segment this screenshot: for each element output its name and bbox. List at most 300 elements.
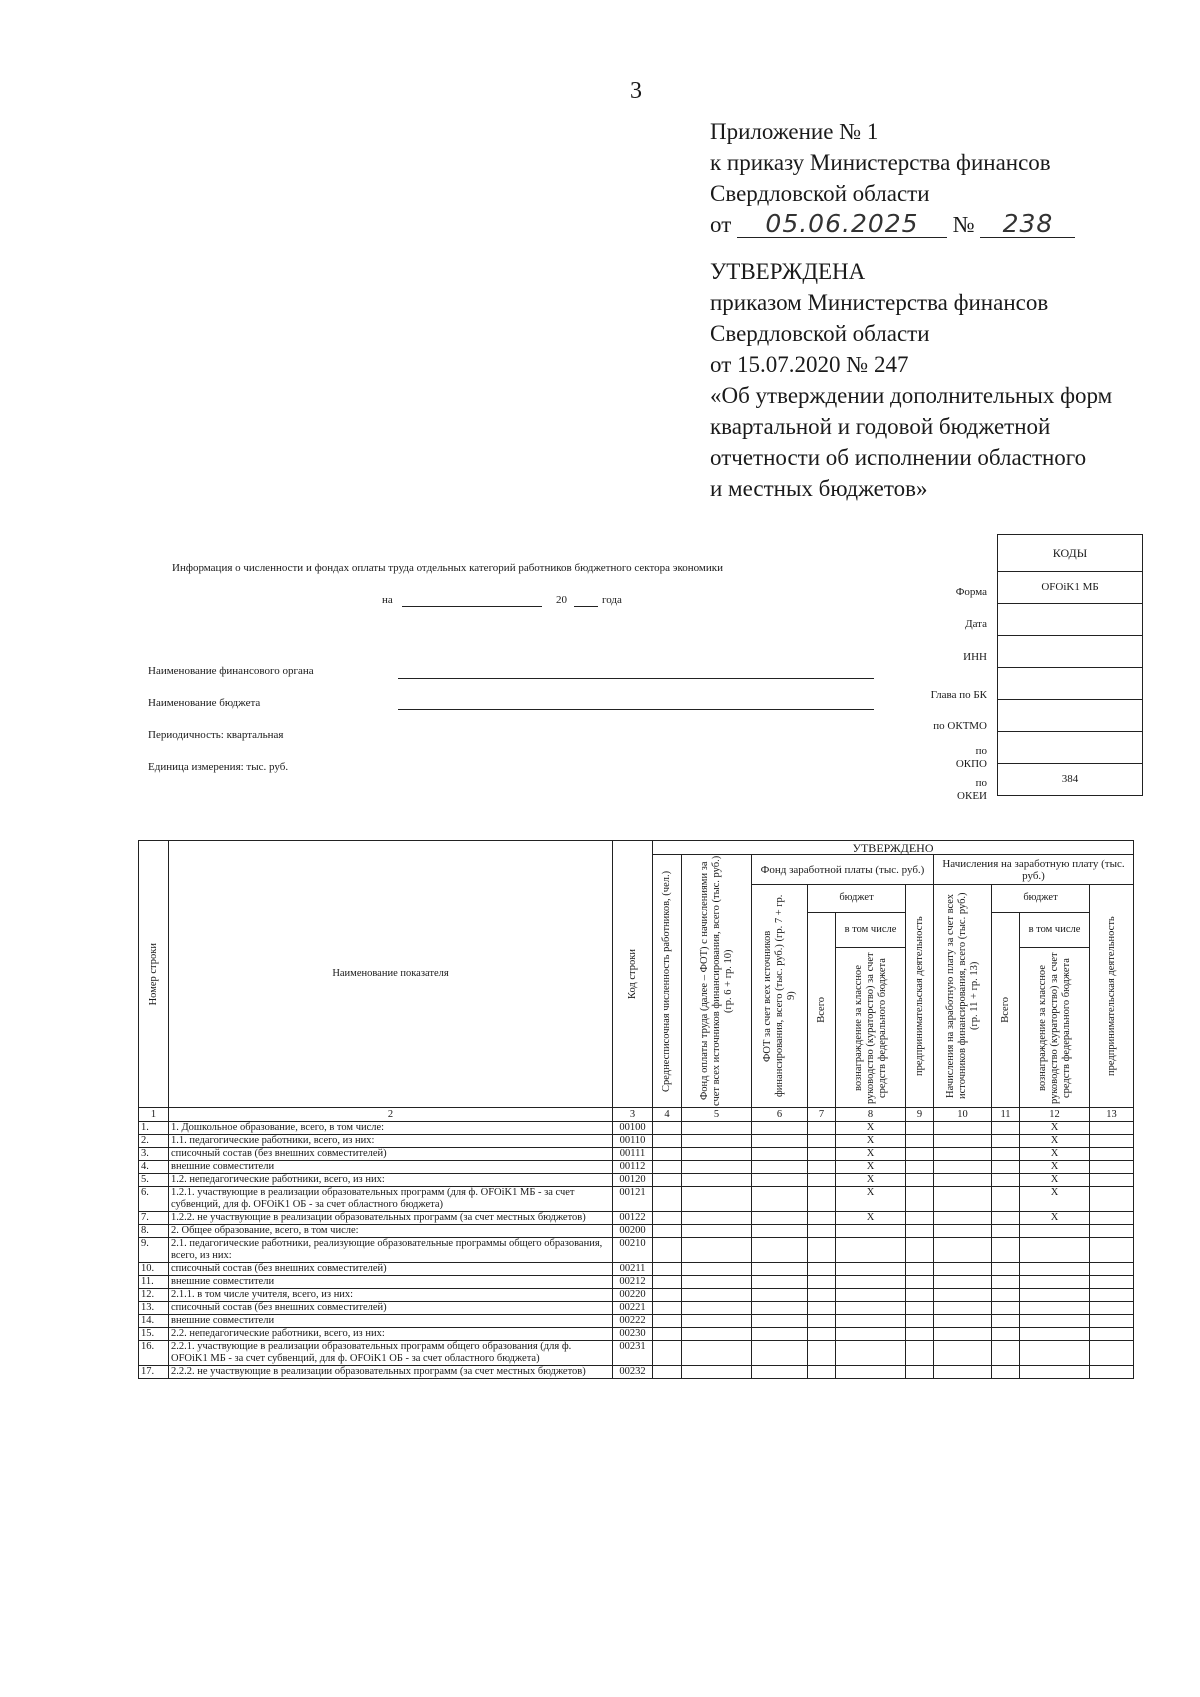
row-value-col-13[interactable]: [1090, 1276, 1134, 1289]
row-value-col-11[interactable]: [992, 1212, 1020, 1225]
row-value-col-4[interactable]: [653, 1238, 682, 1263]
code-inn-value[interactable]: [998, 635, 1142, 667]
row-value-col-7[interactable]: [808, 1187, 836, 1212]
row-value-col-13[interactable]: [1090, 1328, 1134, 1341]
budget-field[interactable]: [398, 709, 874, 710]
row-value-col-7[interactable]: [808, 1238, 836, 1263]
row-value-col-6[interactable]: [752, 1366, 808, 1379]
year-prefix: 20: [556, 594, 567, 606]
table-row: [139, 1174, 1134, 1187]
row-value-col-9[interactable]: [906, 1135, 934, 1148]
row-value-col-7[interactable]: [808, 1174, 836, 1187]
approved-line-5: «Об утверждении дополнительных форм: [710, 383, 1113, 408]
approved-header: [710, 256, 1180, 504]
appendix-region: Свердловской области: [710, 181, 930, 206]
header-avg-staff: Среднесписочная численность работников, (чел.): [653, 855, 682, 1108]
row-value-col-6[interactable]: [752, 1161, 808, 1174]
header-business2: предпринимательская деятельность: [1090, 885, 1134, 1108]
row-number: 5.: [139, 1174, 169, 1187]
row-value-col-9[interactable]: [906, 1276, 934, 1289]
row-value-col-11[interactable]: [992, 1276, 1020, 1289]
row-value-col-4[interactable]: [653, 1328, 682, 1341]
row-value-col-7[interactable]: [808, 1366, 836, 1379]
table-row: [139, 1122, 1134, 1135]
row-value-col-12: X: [1020, 1122, 1090, 1135]
row-value-col-4[interactable]: [653, 1225, 682, 1238]
row-value-col-6[interactable]: [752, 1328, 808, 1341]
column-number-2: 2: [169, 1108, 613, 1122]
row-value-col-12[interactable]: [1020, 1238, 1090, 1263]
number-prefix: №: [952, 212, 975, 237]
row-value-col-7[interactable]: [808, 1212, 836, 1225]
row-number: 7.: [139, 1212, 169, 1225]
row-value-col-7[interactable]: [808, 1341, 836, 1366]
table-row: [139, 1341, 1134, 1366]
row-value-col-4[interactable]: [653, 1289, 682, 1302]
row-indicator: 1.1. педагогические работники, всего, из них:: [169, 1135, 613, 1148]
row-code: 00120: [613, 1174, 653, 1187]
row-value-col-13[interactable]: [1090, 1174, 1134, 1187]
row-value-col-8: X: [836, 1148, 906, 1161]
row-value-col-7[interactable]: [808, 1225, 836, 1238]
row-value-col-5[interactable]: [682, 1148, 752, 1161]
code-label-okei: по ОКЕИ: [957, 777, 987, 802]
appendix-order: к приказу Министерства финансов: [710, 150, 1051, 175]
row-number: 8.: [139, 1225, 169, 1238]
row-value-col-10[interactable]: [934, 1225, 992, 1238]
row-value-col-9[interactable]: [906, 1174, 934, 1187]
header-indicator: Наименование показателя: [169, 841, 613, 1108]
row-code: 00100: [613, 1122, 653, 1135]
row-value-col-4[interactable]: [653, 1315, 682, 1328]
table-row: [139, 1135, 1134, 1148]
row-value-col-10[interactable]: [934, 1238, 992, 1263]
row-value-col-9[interactable]: [906, 1315, 934, 1328]
row-value-col-12[interactable]: [1020, 1366, 1090, 1379]
row-value-col-10[interactable]: [934, 1122, 992, 1135]
row-value-col-4[interactable]: [653, 1174, 682, 1187]
row-value-col-12[interactable]: [1020, 1225, 1090, 1238]
form-title: Информация о численности и фондах оплаты труда отдельных категорий работников бюджетного сектора экономики: [172, 562, 723, 574]
row-value-col-6[interactable]: [752, 1276, 808, 1289]
code-label-form: Форма: [955, 586, 987, 598]
date-prefix: от: [710, 212, 732, 237]
row-value-col-11[interactable]: [992, 1302, 1020, 1315]
table-row: [139, 1225, 1134, 1238]
approved-line-3: Свердловской области: [710, 321, 930, 346]
row-value-col-7[interactable]: [808, 1302, 836, 1315]
column-number-4: 4: [653, 1108, 682, 1122]
code-okei-value: 384: [998, 763, 1142, 795]
approved-line-6: квартальной и годовой бюджетной: [710, 414, 1051, 439]
row-value-col-9[interactable]: [906, 1212, 934, 1225]
row-value-col-9[interactable]: [906, 1148, 934, 1161]
code-bk-value[interactable]: [998, 667, 1142, 699]
row-value-col-4[interactable]: [653, 1366, 682, 1379]
row-code: 00111: [613, 1148, 653, 1161]
table-row: [139, 1161, 1134, 1174]
row-value-col-12[interactable]: [1020, 1341, 1090, 1366]
row-number: 12.: [139, 1289, 169, 1302]
approved-line-7: отчетности об исполнении областного: [710, 445, 1087, 470]
row-value-col-13[interactable]: [1090, 1263, 1134, 1276]
row-value-col-7[interactable]: [808, 1122, 836, 1135]
row-value-col-12[interactable]: [1020, 1263, 1090, 1276]
code-label-inn: ИНН: [963, 651, 987, 663]
appendix-header: [710, 116, 1180, 240]
table-row: [139, 1289, 1134, 1302]
row-value-col-12: X: [1020, 1161, 1090, 1174]
row-value-col-8[interactable]: [836, 1302, 906, 1315]
date-field[interactable]: [402, 606, 542, 607]
row-indicator: внешние совместители: [169, 1161, 613, 1174]
row-value-col-11[interactable]: [992, 1341, 1020, 1366]
row-code: 00222: [613, 1315, 653, 1328]
row-value-col-9[interactable]: [906, 1328, 934, 1341]
row-value-col-7[interactable]: [808, 1289, 836, 1302]
row-value-col-7[interactable]: [808, 1315, 836, 1328]
row-value-col-11[interactable]: [992, 1263, 1020, 1276]
header-total2: Всего: [992, 912, 1020, 1108]
row-code: 00231: [613, 1341, 653, 1366]
column-number-7: 7: [808, 1108, 836, 1122]
row-value-col-8: X: [836, 1174, 906, 1187]
row-number: 11.: [139, 1276, 169, 1289]
row-value-col-13[interactable]: [1090, 1161, 1134, 1174]
handwritten-date: 05.06.2025: [737, 211, 947, 238]
table-row: [139, 1366, 1134, 1379]
row-value-col-6[interactable]: [752, 1174, 808, 1187]
row-value-col-10[interactable]: [934, 1212, 992, 1225]
row-value-col-13[interactable]: [1090, 1122, 1134, 1135]
year-field[interactable]: [574, 606, 598, 607]
row-value-col-6[interactable]: [752, 1289, 808, 1302]
row-value-col-10[interactable]: [934, 1289, 992, 1302]
row-value-col-7[interactable]: [808, 1328, 836, 1341]
row-indicator: 1.2.1. участвующие в реализации образовательных программ (для ф. OFOiK1 МБ - за счет субвенций, для ф. OFOiK1 ОБ - за счет областного бюджета): [169, 1187, 613, 1212]
row-value-col-11[interactable]: [992, 1135, 1020, 1148]
row-value-col-8[interactable]: [836, 1341, 906, 1366]
row-value-col-8: X: [836, 1212, 906, 1225]
row-value-col-11[interactable]: [992, 1238, 1020, 1263]
row-value-col-7[interactable]: [808, 1148, 836, 1161]
row-value-col-5[interactable]: [682, 1315, 752, 1328]
code-okpo-value[interactable]: [998, 731, 1142, 763]
row-value-col-10[interactable]: [934, 1315, 992, 1328]
row-value-col-6[interactable]: [752, 1148, 808, 1161]
row-value-col-7[interactable]: [808, 1161, 836, 1174]
row-value-col-11[interactable]: [992, 1225, 1020, 1238]
row-value-col-13[interactable]: [1090, 1366, 1134, 1379]
row-indicator: внешние совместители: [169, 1315, 613, 1328]
column-number-11: 11: [992, 1108, 1020, 1122]
column-number-5: 5: [682, 1108, 752, 1122]
row-value-col-8[interactable]: [836, 1289, 906, 1302]
row-code: 00110: [613, 1135, 653, 1148]
row-value-col-12[interactable]: [1020, 1315, 1090, 1328]
row-value-col-5[interactable]: [682, 1366, 752, 1379]
row-value-col-5[interactable]: [682, 1122, 752, 1135]
row-value-col-10[interactable]: [934, 1302, 992, 1315]
row-value-col-12: X: [1020, 1148, 1090, 1161]
fin-org-label: Наименование финансового органа: [148, 665, 314, 677]
row-value-col-13[interactable]: [1090, 1148, 1134, 1161]
column-number-9: 9: [906, 1108, 934, 1122]
row-value-col-9[interactable]: [906, 1341, 934, 1366]
row-number: 13.: [139, 1302, 169, 1315]
row-number: 3.: [139, 1148, 169, 1161]
row-number: 2.: [139, 1135, 169, 1148]
row-value-col-4[interactable]: [653, 1212, 682, 1225]
row-value-col-5[interactable]: [682, 1276, 752, 1289]
row-value-col-8[interactable]: [836, 1276, 906, 1289]
row-value-col-11[interactable]: [992, 1187, 1020, 1212]
row-value-col-4[interactable]: [653, 1302, 682, 1315]
row-value-col-9[interactable]: [906, 1263, 934, 1276]
row-value-col-6[interactable]: [752, 1238, 808, 1263]
header-budget2: бюджет: [992, 885, 1090, 913]
row-value-col-9[interactable]: [906, 1302, 934, 1315]
row-value-col-11[interactable]: [992, 1366, 1020, 1379]
codes-header: КОДЫ: [1052, 546, 1088, 560]
row-number: 14.: [139, 1315, 169, 1328]
codes-box: [997, 534, 1143, 796]
row-code: 00221: [613, 1302, 653, 1315]
row-value-col-12[interactable]: [1020, 1276, 1090, 1289]
header-approved: УТВЕРЖДЕНО: [653, 841, 1134, 855]
row-value-col-8: X: [836, 1161, 906, 1174]
row-value-col-10[interactable]: [934, 1148, 992, 1161]
row-code: 00200: [613, 1225, 653, 1238]
row-indicator: 2.2.1. участвующие в реализации образовательных программ общего образования (для ф. OFOiK1 МБ - за счет субвенций, для ф. OFOiK1 ОБ - за счет областного бюджета): [169, 1341, 613, 1366]
row-value-col-12: X: [1020, 1212, 1090, 1225]
row-value-col-5[interactable]: [682, 1225, 752, 1238]
row-code: 00220: [613, 1289, 653, 1302]
code-label-oktmo: по ОКТМО: [933, 720, 987, 732]
row-value-col-7[interactable]: [808, 1263, 836, 1276]
row-value-col-5[interactable]: [682, 1263, 752, 1276]
row-value-col-11[interactable]: [992, 1122, 1020, 1135]
row-value-col-8[interactable]: [836, 1225, 906, 1238]
row-number: 10.: [139, 1263, 169, 1276]
row-value-col-5[interactable]: [682, 1174, 752, 1187]
row-indicator: списочный состав (без внешних совместителей): [169, 1263, 613, 1276]
row-code: 00230: [613, 1328, 653, 1341]
header-accruals: Начисления на заработную плату (тыс. руб.): [934, 855, 1134, 885]
row-value-col-7[interactable]: [808, 1276, 836, 1289]
row-value-col-13[interactable]: [1090, 1302, 1134, 1315]
table-row: [139, 1187, 1134, 1212]
code-label-bk: Глава по БК: [930, 689, 987, 701]
row-value-col-8[interactable]: [836, 1315, 906, 1328]
table-row: [139, 1328, 1134, 1341]
row-value-col-12: X: [1020, 1174, 1090, 1187]
header-wage-fund: Фонд заработной платы (тыс. руб.): [752, 855, 934, 885]
row-value-col-5[interactable]: [682, 1212, 752, 1225]
fin-org-field[interactable]: [398, 678, 874, 679]
row-value-col-10[interactable]: [934, 1161, 992, 1174]
row-indicator: 1. Дошкольное образование, всего, в том числе:: [169, 1122, 613, 1135]
row-number: 6.: [139, 1187, 169, 1212]
table-row: [139, 1148, 1134, 1161]
code-label-date: Дата: [965, 618, 987, 630]
row-value-col-12[interactable]: [1020, 1302, 1090, 1315]
row-value-col-13[interactable]: [1090, 1225, 1134, 1238]
row-value-col-4[interactable]: [653, 1263, 682, 1276]
row-value-col-5[interactable]: [682, 1302, 752, 1315]
approved-line-4: от 15.07.2020 № 247: [710, 352, 909, 377]
row-value-col-8: X: [836, 1187, 906, 1212]
row-value-col-8[interactable]: [836, 1328, 906, 1341]
row-number: 17.: [139, 1366, 169, 1379]
row-value-col-4[interactable]: [653, 1148, 682, 1161]
row-value-col-5[interactable]: [682, 1238, 752, 1263]
approved-line-8: и местных бюджетов»: [710, 476, 928, 501]
column-number-13: 13: [1090, 1108, 1134, 1122]
row-value-col-12[interactable]: [1020, 1289, 1090, 1302]
row-value-col-10[interactable]: [934, 1328, 992, 1341]
page-number: 3: [630, 78, 642, 104]
row-code: 00211: [613, 1263, 653, 1276]
row-value-col-6[interactable]: [752, 1315, 808, 1328]
row-value-col-13[interactable]: [1090, 1212, 1134, 1225]
column-number-row: [139, 1108, 1134, 1122]
row-value-col-13[interactable]: [1090, 1289, 1134, 1302]
row-value-col-6[interactable]: [752, 1135, 808, 1148]
handwritten-number: 238: [980, 211, 1075, 238]
header-fot-all: ФОТ за счет всех источников финансирования, всего (тыс. руб.) (гр. 7 + гр. 9): [752, 885, 808, 1108]
row-value-col-12: X: [1020, 1187, 1090, 1212]
header-business: предпринимательская деятельность: [906, 885, 934, 1108]
row-value-col-8[interactable]: [836, 1263, 906, 1276]
row-value-col-6[interactable]: [752, 1212, 808, 1225]
approved-title: УТВЕРЖДЕНА: [710, 259, 866, 284]
row-value-col-10[interactable]: [934, 1263, 992, 1276]
row-value-col-9[interactable]: [906, 1238, 934, 1263]
row-value-col-7[interactable]: [808, 1135, 836, 1148]
row-value-col-6[interactable]: [752, 1302, 808, 1315]
row-number: 16.: [139, 1341, 169, 1366]
row-value-col-11[interactable]: [992, 1315, 1020, 1328]
row-value-col-11[interactable]: [992, 1289, 1020, 1302]
row-value-col-5[interactable]: [682, 1289, 752, 1302]
header-total: Всего: [808, 912, 836, 1108]
budget-label: Наименование бюджета: [148, 697, 261, 709]
row-value-col-4[interactable]: [653, 1135, 682, 1148]
row-value-col-13[interactable]: [1090, 1238, 1134, 1263]
row-indicator: списочный состав (без внешних совместителей): [169, 1302, 613, 1315]
code-date-value[interactable]: [998, 603, 1142, 635]
row-value-col-5[interactable]: [682, 1161, 752, 1174]
column-number-8: 8: [836, 1108, 906, 1122]
row-value-col-5[interactable]: [682, 1328, 752, 1341]
header-reward2: вознаграждение за классное руководство (кураторство) за счет средств федерального бюджета: [1020, 948, 1090, 1108]
row-number: 15.: [139, 1328, 169, 1341]
row-value-col-4[interactable]: [653, 1187, 682, 1212]
row-value-col-5[interactable]: [682, 1187, 752, 1212]
table-row: [139, 1302, 1134, 1315]
periodicity: Периодичность: квартальная: [148, 729, 284, 741]
header-budget: бюджет: [808, 885, 906, 913]
row-value-col-6[interactable]: [752, 1225, 808, 1238]
row-code: 00212: [613, 1276, 653, 1289]
row-value-col-8: X: [836, 1135, 906, 1148]
header-code: Код строки: [613, 841, 653, 1108]
row-indicator: 2.2.2. не участвующие в реализации образовательных программ (за счет местных бюджетов): [169, 1366, 613, 1379]
row-value-col-9[interactable]: [906, 1161, 934, 1174]
row-value-col-12[interactable]: [1020, 1328, 1090, 1341]
row-indicator: списочный состав (без внешних совместителей): [169, 1148, 613, 1161]
row-value-col-6[interactable]: [752, 1263, 808, 1276]
unit-label: Единица измерения: тыс. руб.: [148, 761, 289, 773]
row-value-col-9[interactable]: [906, 1366, 934, 1379]
row-value-col-4[interactable]: [653, 1122, 682, 1135]
header-incl: в том числе: [836, 912, 906, 948]
row-indicator: 2.2. непедагогические работники, всего, из них:: [169, 1328, 613, 1341]
row-value-col-8: X: [836, 1122, 906, 1135]
row-value-col-4[interactable]: [653, 1341, 682, 1366]
column-number-3: 3: [613, 1108, 653, 1122]
column-number-1: 1: [139, 1108, 169, 1122]
row-value-col-4[interactable]: [653, 1161, 682, 1174]
appendix-title: Приложение № 1: [710, 119, 879, 144]
approved-line-2: приказом Министерства финансов: [710, 290, 1049, 315]
row-value-col-11[interactable]: [992, 1174, 1020, 1187]
code-form-value: OFOiK1 МБ: [998, 571, 1142, 603]
row-value-col-11[interactable]: [992, 1161, 1020, 1174]
row-value-col-6[interactable]: [752, 1122, 808, 1135]
row-value-col-5[interactable]: [682, 1135, 752, 1148]
row-value-col-8[interactable]: [836, 1366, 906, 1379]
row-value-col-11[interactable]: [992, 1148, 1020, 1161]
code-oktmo-value[interactable]: [998, 699, 1142, 731]
row-number: 4.: [139, 1161, 169, 1174]
row-value-col-5[interactable]: [682, 1341, 752, 1366]
row-value-col-9[interactable]: [906, 1122, 934, 1135]
row-value-col-10[interactable]: [934, 1366, 992, 1379]
table-row: [139, 1276, 1134, 1289]
row-indicator: 1.2. непедагогические работники, всего, из них:: [169, 1174, 613, 1187]
row-value-col-11[interactable]: [992, 1328, 1020, 1341]
row-value-col-13[interactable]: [1090, 1135, 1134, 1148]
row-value-col-10[interactable]: [934, 1276, 992, 1289]
row-indicator: 2.1. педагогические работники, реализующие образовательные программы общего образования, всего, из них:: [169, 1238, 613, 1263]
header-row-number: Номер строки: [139, 841, 169, 1108]
row-value-col-13[interactable]: [1090, 1315, 1134, 1328]
row-value-col-4[interactable]: [653, 1276, 682, 1289]
row-code: 00210: [613, 1238, 653, 1263]
header-accr-all: Начисления на заработную плату за счет всех источников финансирования, всего (тыс. руб.) (гр. 11 + гр. 13): [934, 885, 992, 1108]
row-value-col-13[interactable]: [1090, 1341, 1134, 1366]
row-value-col-8[interactable]: [836, 1238, 906, 1263]
row-value-col-9[interactable]: [906, 1187, 934, 1212]
header-fot-total: Фонд оплаты труда (далее – ФОТ) с начислениями за счет всех источников финансирования, всего (тыс. руб.) (гр. 6 + гр. 10): [682, 855, 752, 1108]
row-value-col-9[interactable]: [906, 1225, 934, 1238]
row-value-col-6[interactable]: [752, 1341, 808, 1366]
row-value-col-9[interactable]: [906, 1289, 934, 1302]
appendix-date-line: [710, 209, 1180, 240]
row-value-col-10[interactable]: [934, 1187, 992, 1212]
row-code: 00121: [613, 1187, 653, 1212]
column-number-10: 10: [934, 1108, 992, 1122]
header-incl2: в том числе: [1020, 912, 1090, 948]
row-value-col-10[interactable]: [934, 1135, 992, 1148]
row-value-col-6[interactable]: [752, 1187, 808, 1212]
table-row: [139, 1315, 1134, 1328]
row-value-col-13[interactable]: [1090, 1187, 1134, 1212]
row-value-col-10[interactable]: [934, 1174, 992, 1187]
row-value-col-10[interactable]: [934, 1341, 992, 1366]
